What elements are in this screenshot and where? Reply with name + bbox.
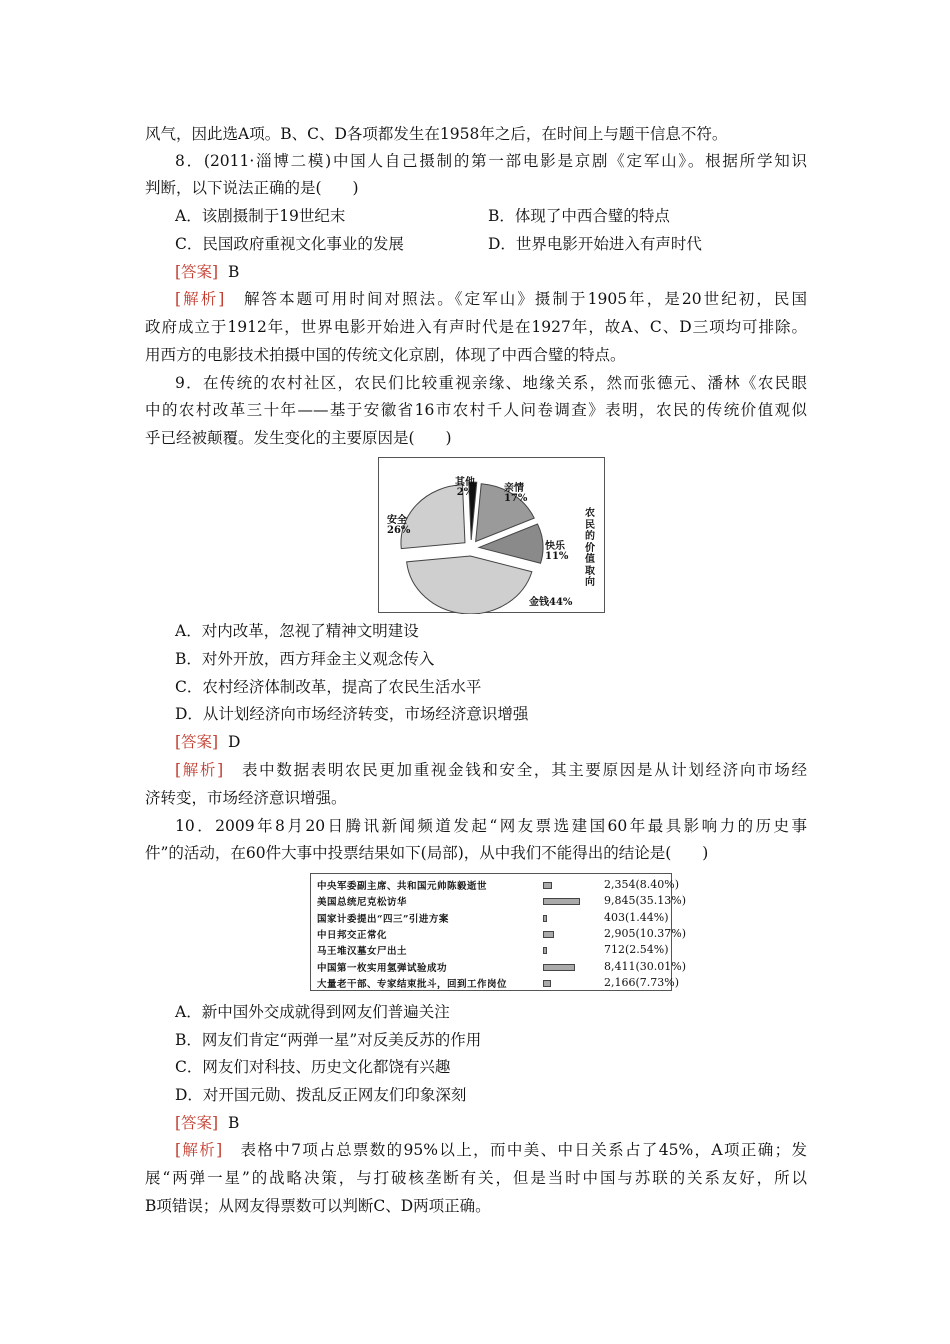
vote-bar: [543, 915, 547, 922]
question-9-stem: 中的农村改革三十年——基于安徽省16市农村千人问卷调查》表明，农民的传统价值观似: [145, 401, 807, 419]
vote-bar: [543, 931, 554, 938]
q10-option-b: B．网友们肯定“两弹一星”对反美反苏的作用: [175, 1031, 482, 1049]
q8-option-c: C．民国政府重视文化事业的发展: [175, 235, 404, 253]
answer-value: D: [227, 733, 241, 751]
vote-bar: [543, 947, 547, 954]
question-8-stem: 判断，以下说法正确的是( ): [145, 179, 359, 197]
table-row: [311, 959, 687, 975]
vote-bar: [543, 882, 552, 889]
answer-value: B: [227, 1114, 240, 1132]
q10-option-c: C．网友们对科技、历史文化都饶有兴趣: [175, 1058, 451, 1076]
q8-analysis: [175, 289, 807, 309]
text-line: 风气，因此选A项。B、C、D各项都发生在1958年之后，在时间上与题干信息不符。: [145, 125, 728, 143]
pie-label-other: 其他 2%: [455, 477, 475, 498]
table-row: [311, 893, 687, 909]
q9-analysis: [175, 760, 807, 780]
pie-label-money: 金钱44%: [529, 597, 573, 608]
question-9-stem: 乎已经被颠覆。发生变化的主要原因是( ): [145, 429, 452, 447]
answer-tag: [答案]: [175, 733, 219, 751]
q10-analysis: 展“两弹一星”的战略决策，与打破核垄断有关，但是当时中国与苏联的关系友好，所以: [145, 1169, 807, 1187]
pie-label-family: 亲情 17%: [504, 483, 528, 504]
vote-count: 9,845(35.13%): [604, 894, 687, 908]
analysis-text: 表格中7项占总票数的95%以上，而中美、中日关系占了45%，A项正确；发: [222, 1141, 807, 1159]
q9-option-c: C．农村经济体制改革，提高了农民生活水平: [175, 678, 482, 696]
q8-option-d: D．世界电影开始进入有声时代: [488, 235, 702, 253]
event-name: 大量老干部、专家结束批斗，回到工作岗位: [317, 978, 508, 990]
q9-option-d: D．从计划经济向市场经济转变，市场经济意识增强: [175, 705, 529, 723]
q9-analysis: 济转变，市场经济意识增强。: [145, 789, 347, 807]
question-9-stem: 9．在传统的农村社区，农民们比较重视亲缘、地缘关系，然而张德元、潘林《农民眼: [175, 374, 807, 392]
vote-count: 712(2.54%): [604, 943, 669, 957]
answer-tag: [答案]: [175, 263, 219, 281]
q8-option-b: B．体现了中西合璧的特点: [488, 207, 670, 225]
pie-label-safety: 安全 26%: [387, 515, 411, 536]
question-8-stem: 8．(2011·淄博二模)中国人自己摄制的第一部电影是京剧《定军山》。根据所学知识: [175, 152, 807, 170]
pie-svg: [379, 458, 606, 614]
q10-analysis: B项错误；从网友得票数可以判断C、D两项正确。: [145, 1197, 491, 1215]
q8-option-row: [175, 234, 807, 254]
question-10-stem: 件”的活动，在60件大事中投票结果如下(局部)，从中我们不能得出的结论是( ): [145, 844, 709, 862]
q9-option-a: A．对内改革，忽视了精神文明建设: [175, 622, 419, 640]
analysis-tag: [解析]: [175, 290, 225, 308]
analysis-tag: [解析]: [175, 1141, 223, 1159]
vote-table: [310, 873, 687, 991]
q8-analysis: 政府成立于1912年，世界电影开始进入有声时代是在1927年，故A、C、D三项均可排除。: [145, 318, 807, 336]
vote-bar: [543, 980, 551, 987]
pie-label-happiness: 快乐 11%: [545, 541, 569, 562]
q10-option-d: D．对开国元勋、拨乱反正网友们印象深刻: [175, 1086, 467, 1104]
vote-count: 2,166(7.73%): [604, 975, 680, 989]
vote-bar: [543, 964, 575, 971]
q10-analysis: [175, 1140, 807, 1160]
q8-option-row: [175, 206, 807, 226]
analysis-tag: [解析]: [175, 761, 224, 779]
question-10-stem: 10．2009年8月20日腾讯新闻频道发起“网友票选建国60年最具影响力的历史事: [175, 817, 807, 835]
event-name: 中央军委副主席、共和国元帅陈毅逝世: [317, 881, 488, 892]
q8-analysis: 用西方的电影技术拍摄中国的传统文化京剧，体现了中西合璧的特点。: [145, 346, 626, 364]
q10-option-a: A．新中国外交成就得到网友们普遍关注: [175, 1003, 450, 1021]
table-row: [311, 942, 671, 958]
vote-count: 403(1.44%): [604, 910, 669, 924]
vote-count: 2,905(10.37%): [604, 926, 687, 940]
vote-count: 8,411(30.01%): [604, 959, 687, 973]
table-row: [311, 926, 687, 942]
answer-tag: [答案]: [175, 1114, 219, 1132]
vote-count: 2,354(8.40%): [604, 878, 680, 891]
table-row: [311, 975, 680, 991]
event-name: 马王堆汉墓女尸出土: [317, 946, 408, 958]
q9-option-b: B．对外开放，西方拜金主义观念传入: [175, 650, 435, 668]
analysis-text: 表中数据表明农民更加重视金钱和安全，其主要原因是从计划经济向市场经: [223, 761, 807, 779]
analysis-text: 解答本题可用时间对照法。《定军山》摄制于1905年，是20世纪初，民国: [224, 290, 807, 308]
table-row: [311, 910, 671, 926]
q8-answer: [175, 262, 807, 282]
event-name: 美国总统尼克松访华: [317, 897, 408, 909]
event-name: 中日邦交正常化: [317, 929, 388, 941]
q8-option-a: A．该剧摄制于19世纪末: [175, 207, 346, 225]
pie-title: 农民的价值取向: [585, 508, 595, 588]
pie-chart: [378, 457, 605, 613]
answer-value: B: [227, 263, 240, 281]
q9-answer: [175, 732, 807, 752]
table-row: [311, 877, 680, 893]
pie-slice-金钱: [407, 556, 532, 614]
event-name: 中国第一枚实用氢弹试验成功: [317, 962, 448, 974]
event-name: 国家计委提出“四三”引进方案: [317, 913, 449, 925]
q10-answer: [175, 1113, 807, 1133]
vote-bar: [543, 898, 580, 905]
